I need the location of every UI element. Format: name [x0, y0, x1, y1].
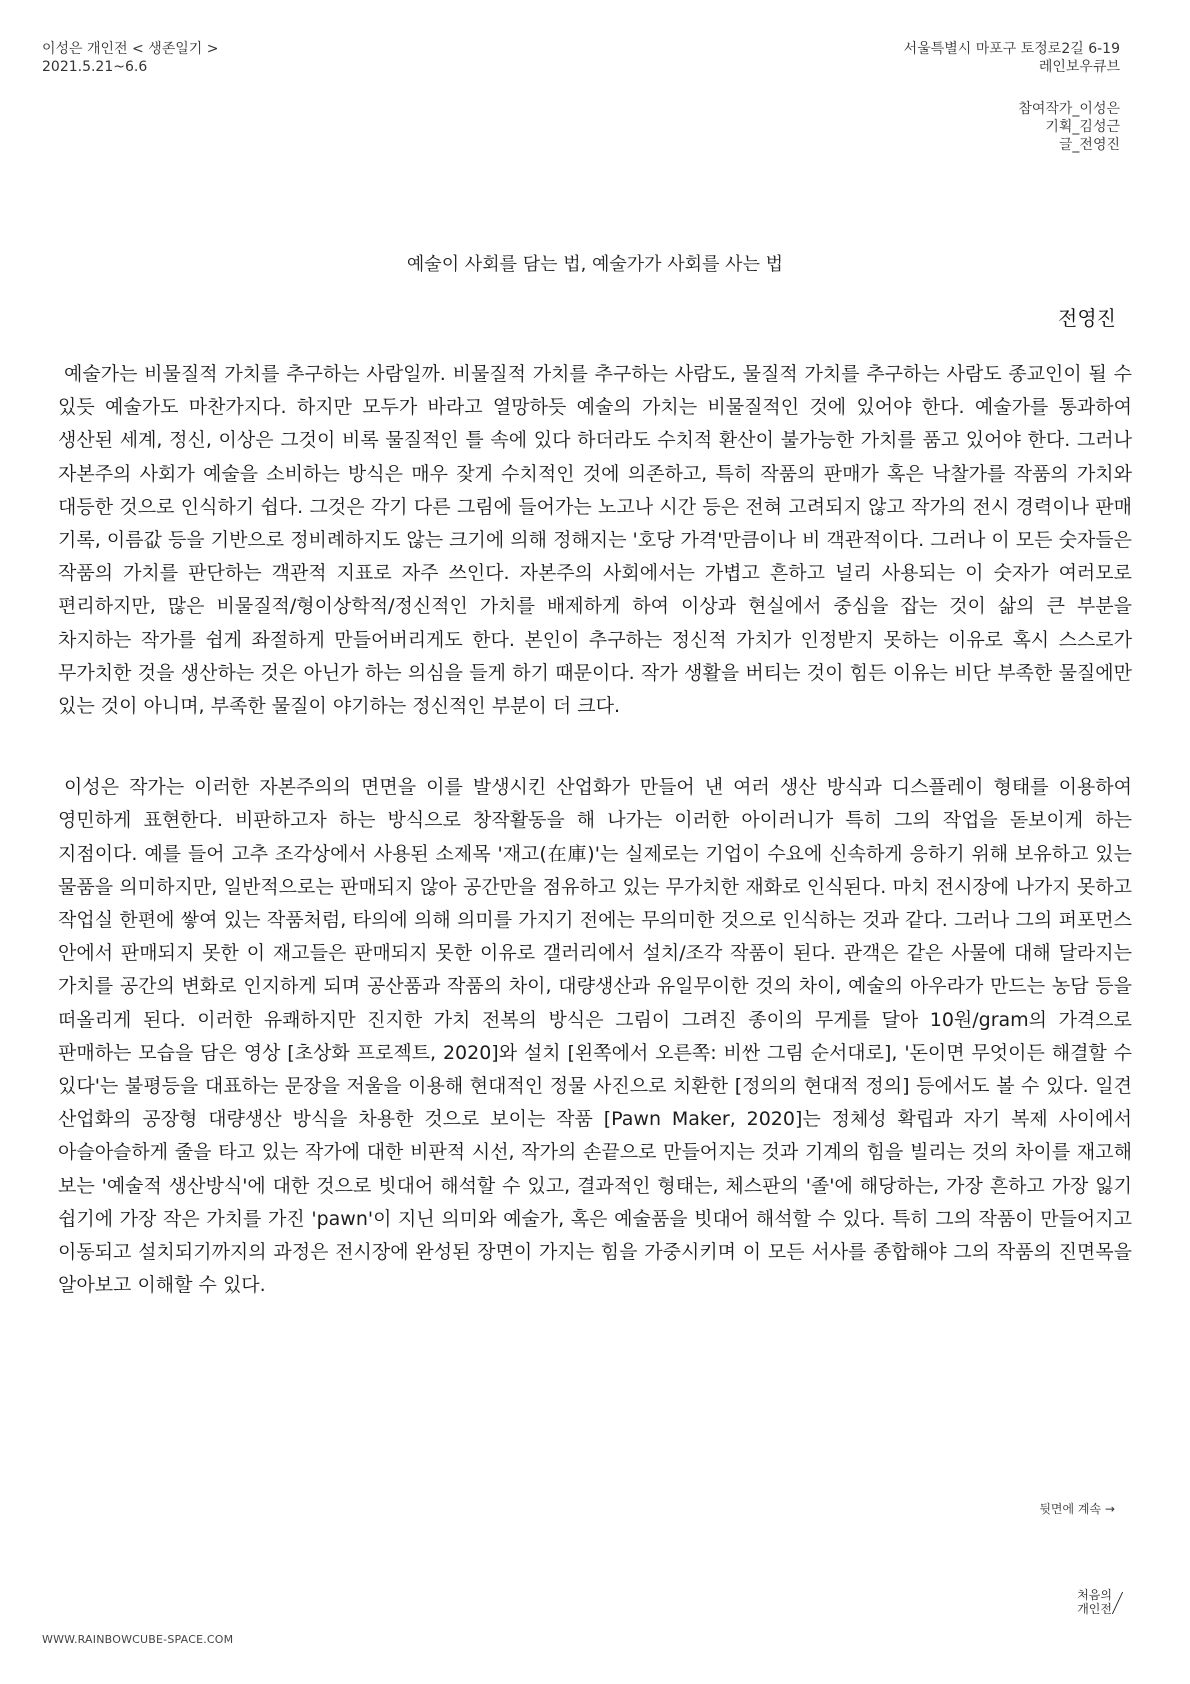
exhibition-title: 이성은 개인전 < 생존일기 >	[42, 41, 219, 57]
paragraph-1: 예술가는 비물질적 가치를 추구하는 사람일까. 비물질적 가치를 추구하는 사람도, 물질적 가치를 추구하는 사람도 종교인이 될 수 있듯 예술가도 마찬가지다. 하지만 모두가 바라고 열망하듯 예술의 가치는 비물질적인 것에 있어야 한다. 예술가를 통과하여 생산된 세계, 정신, 이상은 그것이 비록 물질적인 틀 속에 있다 하더라도 수치적 환산이 불가능한 가치를 품고 있어야 한다. 그러나 자본주의 사회가 예술을 소비하는 방식은 매우 잦게 수치적인 것에 의존하고, 특히 작품의 판매가 혹은 낙찰가를 작품의 가치와 대등한 것으로 인식하기 쉽다. 그것은 각기 다른 그림에 들어가는 노고나 시간 등은 전혀 고려되지 않고 작가의 전시 경력이나 판매 기록, 이름값 등을 기반으로 정비례하지도 않는 크기에 의해 정해지는 '호당 가격'만큼이나 비 객관적이다. 그러나 이 모든 숫자들은 작품의 가치를 판단하는 객관적 지표로 자주 쓰인다. 자본주의 사회에서는 가볍고 흔하고 널리 사용되는 이 숫자가 여러모로 편리하지만, 많은 비물질적/형이상학적/정신적인 가치를 배제하게 하여 이상과 현실에서 중심을 잡는 것이 삶의 큰 부분을 차지하는 작가를 쉽게 좌절하게 만들어버리게도 한다. 본인이 추구하는 정신적 가치가 인정받지 못하는 이유로 혹시 스스로가 무가치한 것을 생산하는 것은 아닌가 하는 의심을 들게 하기 때문이다. 작가 생활을 버티는 것이 힘든 이유는 비단 부족한 물질에만 있는 것이 아니며, 부족한 물질이 야기하는 정신적인 부분이 더 크다.	[58, 363, 1132, 718]
credits	[1018, 100, 1120, 154]
header-left	[42, 40, 219, 76]
venue-name: 레인보우큐브	[1038, 59, 1120, 75]
logo-line-2: 개인전	[1077, 1602, 1112, 1616]
logo-line-1: 처음의	[1077, 1588, 1112, 1602]
credit-writer: 글_전영진	[1058, 137, 1120, 153]
series-logo	[1077, 1588, 1112, 1616]
article-author: 전영진	[1058, 306, 1116, 330]
credit-curator: 기획_김성근	[1045, 119, 1120, 135]
paragraph-spacer	[58, 723, 1132, 771]
continue-note: 뒷면에 계속 →	[1039, 1502, 1115, 1516]
paragraph-2: 이성은 작가는 이러한 자본주의의 면면을 이를 발생시킨 산업화가 만들어 낸 여러 생산 방식과 디스플레이 형태를 이용하여 영민하게 표현한다. 비판하고자 하는 방식으로 창작활동을 해 나가는 이러한 아이러니가 특히 그의 작업을 돋보이게 하는 지점이다. 예를 들어 고추 조각상에서 사용된 소제목 '재고(在庫)'는 실제로는 기업이 수요에 신속하게 응하기 위해 보유하고 있는 물품을 의미하지만, 일반적으로는 판매되지 않아 공간만을 점유하고 있는 무가치한 재화로 인식된다. 마치 전시장에 나가지 못하고 작업실 한편에 쌓여 있는 작품처럼, 타의에 의해 의미를 가지기 전에는 무의미한 것으로 인식하는 것과 같다. 그러나 그의 퍼포먼스 안에서 판매되지 못한 이 재고들은 판매되지 못한 이유로 갤러리에서 설치/조각 작품이 된다. 관객은 같은 사물에 대해 달라지는 가치를 공간의 변화로 인지하게 되며 공산품과 작품의 차이, 대량생산과 유일무이한 것의 차이, 예술의 아우라가 만드는 농담 등을 떠올리게 된다. 이러한 유쾌하지만 진지한 가치 전복의 방식은 그림이 그려진 종이의 무게를 달아 10원/gram의 가격으로 판매하는 모습을 담은 영상 [초상화 프로젝트, 2020]와 설치 [왼쪽에서 오른쪽: 비싼 그림 순서대로], '돈이면 무엇이든 해결할 수 있다'는 불평등을 대표하는 문장을 저울을 이용해 현대적인 정물 사진으로 치환한 [정의의 현대적 정의] 등에서도 볼 수 있다. 일견 산업화의 공장형 대량생산 방식을 차용한 것으로 보이는 작품 [Pawn Maker, 2020]는 정체성 확립과 자기 복제 사이에서 아슬아슬하게 줄을 타고 있는 작가에 대한 비판적 시선, 작가의 손끝으로 만들어지는 것과 기계의 힘을 빌리는 것의 차이를 재고해 보는 '예술적 생산방식'에 대한 것으로 빗대어 해석할 수 있고, 결과적인 형태는, 체스판의 '졸'에 해당하는, 가장 흔하고 가장 잃기 쉽기에 가장 작은 가치를 가진 'pawn'이 지닌 의미와 예술가, 혹은 예술품을 빗대어 해석할 수 있다. 특히 그의 작품이 만들어지고 이동되고 설치되기까지의 과정은 전시장에 완성된 장면이 가지는 힘을 가중시키며 이 모든 서사를 종합해야 그의 작품의 진면목을 알아보고 이해할 수 있다.	[58, 776, 1132, 1297]
venue-address: 서울특별시 마포구 토정로2길 6-19	[903, 41, 1120, 57]
exhibition-dates: 2021.5.21~6.6	[42, 59, 148, 75]
website-url[interactable]: WWW.RAINBOWCUBE-SPACE.COM	[42, 1633, 234, 1646]
credit-artist: 참여작가_이성은	[1018, 101, 1120, 117]
article-title: 예술이 사회를 담는 법, 예술가가 사회를 사는 법	[406, 254, 784, 275]
article-body	[58, 358, 1132, 1302]
header-right	[904, 40, 1120, 76]
